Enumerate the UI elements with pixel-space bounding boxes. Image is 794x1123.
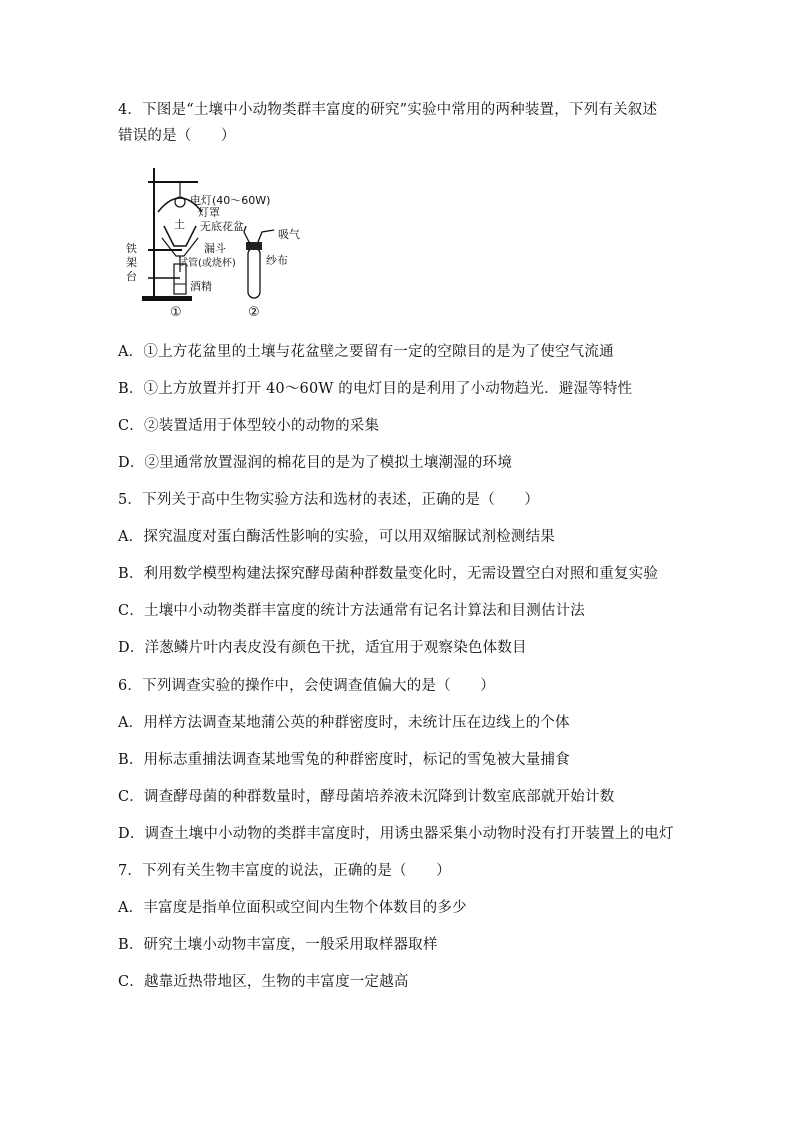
- q6-option-b: B．用标志重捕法调查某地雪兔的种群密度时，标记的雪兔被大量捕食: [118, 752, 570, 768]
- q5-option-d: D．洋葱鳞片叶内表皮没有颜色干扰，适宜用于观察染色体数目: [118, 640, 527, 656]
- stand-label-1: 铁: [126, 242, 137, 255]
- q5-stem: 5．下列关于高中生物实验方法和选材的表述，正确的是（ ）: [118, 492, 540, 508]
- q5-option-b: B．利用数学模型构建法探究酵母菌种群数量变化时，无需设置空白对照和重复实验: [118, 566, 659, 582]
- q4-option-a: A．①上方花盆里的土壤与花盆壁之要留有一定的空隙目的是为了使空气流通: [118, 344, 614, 360]
- stand-base: [142, 296, 192, 301]
- funnel: [162, 238, 198, 256]
- q4-option-c: C．②装置适用于体型较小的动物的采集: [118, 418, 380, 434]
- suction-label: 吸气: [278, 228, 300, 241]
- device2-stopper: [246, 242, 262, 250]
- q5-option-c: C．土壤中小动物类群丰富度的统计方法通常有记名计算法和目测估计法: [118, 603, 585, 619]
- device1-label: ①: [170, 305, 182, 320]
- q7-stem: 7．下列有关生物丰富度的说法，正确的是（ ）: [118, 863, 451, 879]
- device2-label: ②: [248, 305, 260, 320]
- suction-tube: [258, 230, 274, 242]
- gauze-label: 纱布: [266, 254, 288, 267]
- tube-label: 试管(或烧杯): [178, 258, 236, 269]
- q4-stem-line-2: 错误的是（ ）: [118, 128, 236, 144]
- lamp-label: 电灯(40～60W): [190, 194, 271, 207]
- q6-option-a: A．用样方法调查某地蒲公英的种群密度时，未统计压在边线上的个体: [118, 715, 570, 731]
- q7-option-c: C．越靠近热带地区，生物的丰富度一定越高: [118, 974, 409, 990]
- q6-option-c: C．调查酵母菌的种群数量时，酵母菌培养液未沉降到计数室底部就开始计数: [118, 789, 615, 805]
- q5-option-a: A．探究温度对蛋白酶活性影响的实验，可以用双缩脲试剂检测结果: [118, 529, 555, 545]
- soil-label: 土: [174, 218, 185, 231]
- q6-stem: 6．下列调查实验的操作中，会使调查值偏大的是（ ）: [118, 678, 495, 694]
- stand-label-3: 台: [126, 270, 137, 283]
- device2-tube: [248, 248, 260, 298]
- q7-option-b: B．研究土壤小动物丰富度，一般采用取样器取样: [118, 937, 438, 953]
- q4-option-d: D．②里通常放置湿润的棉花目的是为了模拟土壤潮湿的环境: [118, 455, 513, 471]
- funnel-label: 漏斗: [204, 242, 226, 255]
- lampshade-label: 灯罩: [198, 206, 220, 219]
- q4-stem-line-1: 4．下图是“土壤中小动物类群丰富度的研究”实验中常用的两种装置，下列有关叙述: [118, 102, 658, 118]
- pot-label: 无底花盆: [200, 220, 244, 233]
- q6-option-d: D．调查土壤中小动物的类群丰富度时，用诱虫器采集小动物时没有打开装置上的电灯: [118, 826, 674, 842]
- q4-apparatus-figure: [118, 160, 318, 320]
- alcohol-label: 酒精: [190, 280, 212, 293]
- stand-label-2: 架: [126, 256, 137, 269]
- q4-option-b: B．①上方放置并打开 40～60W 的电灯目的是利用了小动物趋光．避湿等特性: [118, 381, 633, 397]
- q7-option-a: A．丰富度是指单位面积或空间内生物个体数目的多少: [118, 900, 467, 916]
